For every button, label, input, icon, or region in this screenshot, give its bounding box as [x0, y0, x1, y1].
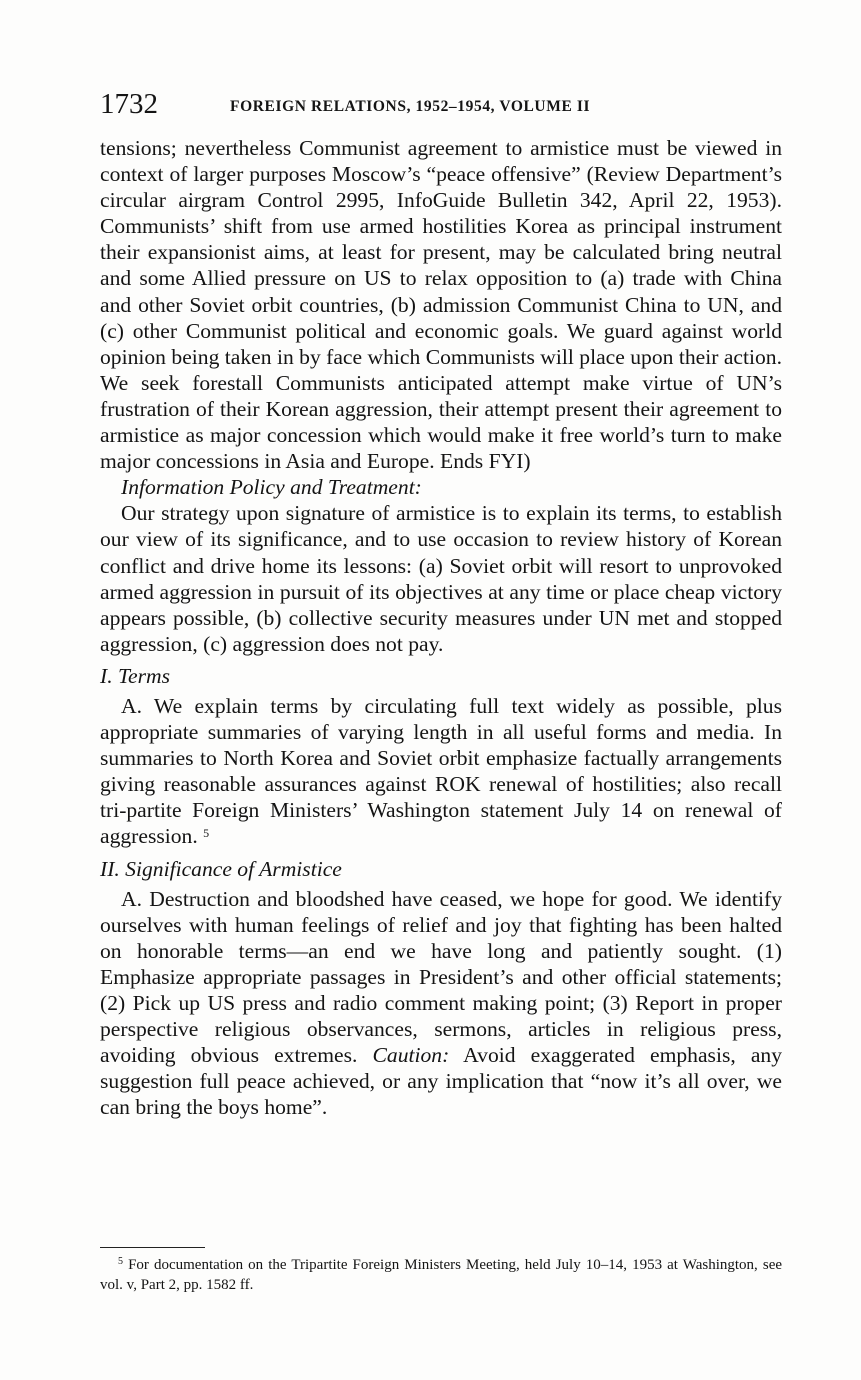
significance-text-part1: A. Destruction and bloodshed have ceased, we hope for good. We identify ourselves with human feelings of relief and joy that fighting has been halted on honorable terms—an end we have long and patiently sought. (1) Emphasize appropriate passages in President’s and other official statements; (2) Pick up US press and radio comment making point; (3) Report in proper perspective religious observances, sermons, articles in religious press, avoiding obvious extremes.: [100, 886, 782, 1068]
caution-label: Caution:: [372, 1043, 450, 1068]
footnote-divider: [100, 1247, 205, 1248]
continuation-paragraph: tensions; nevertheless Communist agreement to armistice must be viewed in context of larger purposes Moscow’s “peace offensive” (Review Department’s circular airgram Control 2995, InfoGuide Bulletin 342, April 22, 1953). Communists’ shift from use armed hostilities Korea as principal instrument their expansionist aims, at least for present, may be calculated bring neutral and some Allied pressure on US to relax opposition to (a) trade with China and other Soviet orbit countries, (b) admission Communist China to UN, and (c) other Communist political and economic goals. We guard against world opinion being taken in by face which Communists will place upon their action. We seek forestall Communists anticipated attempt make virtue of UN’s frustration of their Korean aggression, their attempt present their agreement to armistice as major concession which would make it free world’s turn to make major concessions in Asia and Europe. Ends FYI): [100, 136, 782, 474]
terms-paragraph: [100, 693, 782, 850]
significance-paragraph: [100, 886, 782, 1121]
running-head: FOREIGN RELATIONS, 1952–1954, VOLUME II: [230, 98, 591, 115]
info-policy-heading: Information Policy and Treatment:: [121, 475, 422, 500]
footnote-mark: 5: [118, 1256, 123, 1267]
significance-text-part2: Avoid exaggerated emphasis, any suggestion full peace achieved, or any implication that “now it’s all over, we can bring the boys home”.: [100, 1043, 782, 1120]
section-heading-significance: II. Significance of Armistice: [100, 856, 342, 881]
footnote-reference: 5: [203, 826, 210, 841]
terms-paragraph-text: A. We explain terms by circulating full text widely as possible, plus appropriate summaries of varying length in all useful forms and media. In summaries to North Korea and Soviet orbit emphasize factually arrangements giving reasonable assurances against ROK renewal of hostilities; also recall tri-partite Foreign Ministers’ Washington statement July 14 on renewal of aggression.: [100, 693, 782, 849]
page-header: [100, 86, 790, 126]
section-heading-terms: I. Terms: [100, 663, 170, 688]
strategy-paragraph: Our strategy upon signature of armistice is to explain its terms, to establish our view of its significance, and to use occasion to review history of Korean conflict and drive home its lessons: (a) Soviet orbit will resort to unprovoked armed aggression in pursuit of its objectives at any time or place cheap victory appears possible, (b) collective security measures under UN met and stopped aggression, (c) aggression does not pay.: [100, 501, 782, 656]
page-number: 1732: [100, 88, 158, 120]
body-text: [100, 135, 782, 1120]
footnote-text: For documentation on the Tripartite Foreign Ministers Meeting, held July 10–14, 1953 at Washington, see vol. v, Part 2, pp. 1582 ff.: [100, 1257, 783, 1293]
footnote: [100, 1255, 782, 1295]
